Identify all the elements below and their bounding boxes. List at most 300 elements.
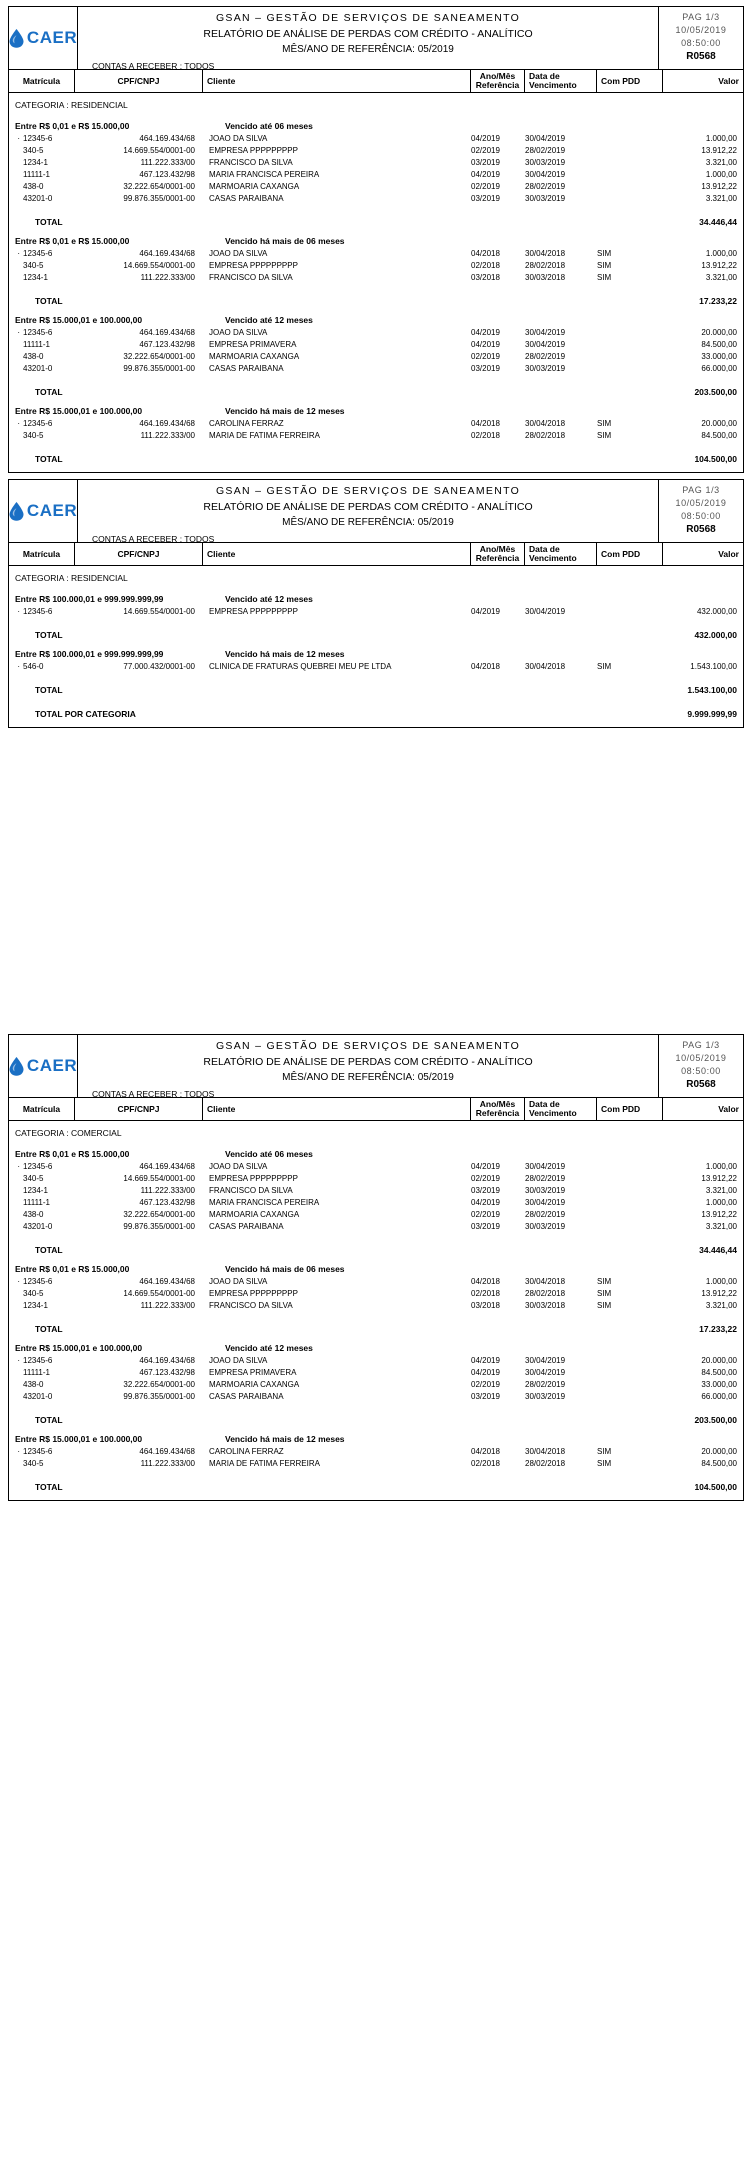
row-bullet xyxy=(9,363,23,375)
cell-vencimento: 28/02/2018 xyxy=(525,261,566,270)
cell-valor: 13.912,22 xyxy=(701,1210,737,1219)
table-row xyxy=(9,169,743,181)
cell-valor: 84.500,00 xyxy=(701,1459,737,1468)
range-label: Entre R$ 15.000,01 e 100.000,00 xyxy=(15,1434,143,1444)
cell-cliente: CLINICA DE FRATURAS QUEBREI MEU PE LTDA xyxy=(209,662,392,671)
cell-ano-mes: 02/2018 xyxy=(471,1459,500,1468)
column-header-ano-mes-line2: Referência xyxy=(475,1108,520,1118)
print-time: 08:50:00 xyxy=(681,511,721,522)
cell-cpf: 111.222.333/00 xyxy=(140,1459,195,1468)
cell-cpf: 467.123.432/98 xyxy=(139,340,195,349)
cell-matricula: 12345-6 xyxy=(23,134,53,143)
row-bullet xyxy=(9,1197,23,1209)
category-label: CATEGORIA : COMERCIAL xyxy=(15,1128,122,1138)
range-block-header xyxy=(9,640,743,661)
cell-vencimento: 30/04/2019 xyxy=(525,340,566,349)
cell-valor: 3.321,00 xyxy=(705,273,737,282)
cell-matricula: 11111-1 xyxy=(23,340,50,349)
column-header-ano-mes-line1: Ano/Mês xyxy=(479,544,516,555)
cell-com-pdd: SIM xyxy=(597,419,612,428)
row-bullet xyxy=(9,1221,23,1233)
range-block-header xyxy=(9,112,743,133)
range-block-header xyxy=(9,1334,743,1355)
cell-vencimento: 28/02/2018 xyxy=(525,1289,566,1298)
cell-ano-mes: 03/2019 xyxy=(471,364,500,373)
cell-cliente: JOAO DA SILVA xyxy=(209,1162,268,1171)
cell-cpf: 14.669.554/0001-00 xyxy=(123,1174,195,1183)
cell-ano-mes: 03/2019 xyxy=(471,158,500,167)
overdue-label: Vencido há mais de 12 meses xyxy=(225,1434,345,1444)
cell-vencimento: 30/03/2019 xyxy=(525,364,566,373)
page-number: PAG 1/3 xyxy=(682,1040,720,1050)
block-total-value: 34.446,44 xyxy=(699,217,737,227)
cell-com-pdd xyxy=(597,363,663,375)
row-bullet: · xyxy=(17,249,20,258)
row-bullet xyxy=(9,339,23,351)
block-total-label: TOTAL xyxy=(35,1245,63,1255)
block-total-label: TOTAL xyxy=(35,1482,63,1492)
cell-vencimento: 28/02/2018 xyxy=(525,431,566,440)
caer-logo xyxy=(9,501,77,521)
water-drop-icon xyxy=(9,29,24,48)
table-row xyxy=(9,1276,743,1288)
table-row xyxy=(9,1458,743,1470)
row-bullet: · xyxy=(17,1277,20,1286)
page-number: PAG 1/3 xyxy=(682,485,720,495)
cell-matricula: 43201-0 xyxy=(23,1392,53,1401)
water-drop-icon xyxy=(9,502,24,521)
cell-vencimento: 30/04/2019 xyxy=(525,1368,566,1377)
logo-cell xyxy=(9,480,78,542)
row-bullet xyxy=(9,1288,23,1300)
cell-valor: 33.000,00 xyxy=(701,352,737,361)
cell-cliente: CASAS PARAIBANA xyxy=(209,194,284,203)
cell-vencimento: 28/02/2018 xyxy=(525,1459,566,1468)
table-row xyxy=(9,1355,743,1367)
cell-cliente: EMPRESA PPPPPPPPP xyxy=(209,1174,298,1183)
cell-ano-mes: 03/2019 xyxy=(471,1222,500,1231)
block-total-row xyxy=(9,1470,743,1492)
cell-valor: 1.000,00 xyxy=(705,249,737,258)
report-page-3 xyxy=(0,1034,754,1501)
cell-ano-mes: 04/2018 xyxy=(471,419,500,428)
cell-com-pdd xyxy=(597,1221,663,1233)
cell-cliente: MARMOARIA CAXANGA xyxy=(209,352,300,361)
cell-com-pdd xyxy=(597,157,663,169)
table-row xyxy=(9,1197,743,1209)
row-bullet xyxy=(9,157,23,169)
block-total-row xyxy=(9,375,743,397)
cell-cpf: 111.222.333/00 xyxy=(140,273,195,282)
report-title: RELATÓRIO DE ANÁLISE DE PERDAS COM CRÉDITO - ANALÍTICO xyxy=(203,28,533,40)
category-label: CATEGORIA : RESIDENCIAL xyxy=(15,573,128,583)
cell-cpf: 464.169.434/68 xyxy=(139,328,195,337)
overdue-label: Vencido até 12 meses xyxy=(225,594,313,604)
cell-cliente: EMPRESA PRIMAVERA xyxy=(209,1368,297,1377)
table-row xyxy=(9,327,743,339)
overdue-label: Vencido há mais de 12 meses xyxy=(225,649,345,659)
cell-valor: 13.912,22 xyxy=(701,1289,737,1298)
cell-cliente: EMPRESA PPPPPPPPP xyxy=(209,261,298,270)
cell-matricula: 12345-6 xyxy=(23,1447,53,1456)
cell-cpf: 464.169.434/68 xyxy=(139,1162,195,1171)
cell-ano-mes: 02/2019 xyxy=(471,1210,500,1219)
accounts-filter: CONTAS A RECEBER : TODOS xyxy=(92,61,215,71)
table-column-header xyxy=(9,1098,743,1121)
column-header-vencimento xyxy=(525,543,597,565)
column-header-vencimento xyxy=(525,70,597,92)
cell-ano-mes: 03/2018 xyxy=(471,1301,500,1310)
cell-cliente: EMPRESA PPPPPPPPP xyxy=(209,1289,298,1298)
cell-ano-mes: 04/2019 xyxy=(471,1368,500,1377)
cell-com-pdd: SIM xyxy=(597,662,612,671)
column-header-vencimento-line1: Data de xyxy=(529,544,560,555)
cell-cpf: 14.669.554/0001-00 xyxy=(123,607,195,616)
cell-com-pdd xyxy=(597,351,663,363)
table-row xyxy=(9,193,743,205)
block-total-spacer xyxy=(9,1324,29,1334)
cell-cliente: EMPRESA PRIMAVERA xyxy=(209,340,297,349)
report-title-block xyxy=(78,480,658,542)
print-date: 10/05/2019 xyxy=(675,25,727,36)
table-row xyxy=(9,1161,743,1173)
row-bullet xyxy=(9,181,23,193)
report-title-block xyxy=(78,1035,658,1097)
cell-cliente: MARIA DE FATIMA FERREIRA xyxy=(209,1459,320,1468)
logo-wordmark: CAER xyxy=(26,1056,78,1075)
accounts-filter: CONTAS A RECEBER : TODOS xyxy=(92,1089,215,1099)
cell-ano-mes: 03/2019 xyxy=(471,1392,500,1401)
cell-cliente: JOAO DA SILVA xyxy=(209,249,268,258)
block-total-value: 1.543.100,00 xyxy=(687,685,737,695)
cell-vencimento: 30/04/2019 xyxy=(525,607,566,616)
row-bullet xyxy=(9,1367,23,1379)
cell-cliente: EMPRESA PPPPPPPPP xyxy=(209,146,298,155)
cell-cpf: 464.169.434/68 xyxy=(139,1277,195,1286)
block-total-spacer xyxy=(9,630,29,640)
cell-valor: 1.543.100,00 xyxy=(690,662,737,671)
column-header-matricula: Matrícula xyxy=(9,70,75,92)
cell-cliente: MARIA FRANCISCA PEREIRA xyxy=(209,170,320,179)
report-body xyxy=(9,566,743,727)
table-row xyxy=(9,1300,743,1312)
cell-valor: 66.000,00 xyxy=(701,1392,737,1401)
table-row xyxy=(9,1379,743,1391)
row-bullet xyxy=(9,193,23,205)
cell-matricula: 11111-1 xyxy=(23,1198,50,1207)
cell-cliente: FRANCISCO DA SILVA xyxy=(209,158,293,167)
cell-ano-mes: 04/2019 xyxy=(471,328,500,337)
cell-ano-mes: 04/2019 xyxy=(471,170,500,179)
row-bullet xyxy=(9,1300,23,1312)
cell-com-pdd xyxy=(597,1161,663,1173)
cell-cliente: MARIA DE FATIMA FERREIRA xyxy=(209,431,320,440)
column-header-vencimento-line2: Vencimento xyxy=(529,553,577,563)
column-header-cpf: CPF/CNPJ xyxy=(75,1098,203,1120)
cell-vencimento: 30/04/2018 xyxy=(525,662,566,671)
table-row xyxy=(9,157,743,169)
logo-wordmark: CAER xyxy=(26,28,78,47)
cell-com-pdd xyxy=(597,339,663,351)
cell-cliente: CAROLINA FERRAZ xyxy=(209,419,284,428)
block-total-value: 104.500,00 xyxy=(694,454,737,464)
cell-valor: 3.321,00 xyxy=(705,1301,737,1310)
block-total-value: 104.500,00 xyxy=(694,1482,737,1492)
report-frame xyxy=(8,1034,744,1501)
caer-logo xyxy=(9,28,77,48)
cell-valor: 33.000,00 xyxy=(701,1380,737,1389)
report-header xyxy=(9,1035,743,1098)
block-total-label: TOTAL xyxy=(35,454,63,464)
cell-cliente: JOAO DA SILVA xyxy=(209,1277,268,1286)
cell-ano-mes: 04/2018 xyxy=(471,662,500,671)
cell-valor: 20.000,00 xyxy=(701,1356,737,1365)
block-total-spacer xyxy=(9,217,29,227)
block-total-value: 432.000,00 xyxy=(694,630,737,640)
range-label: Entre R$ 0,01 e R$ 15.000,00 xyxy=(15,1149,130,1159)
cell-cpf: 32.222.654/0001-00 xyxy=(123,182,195,191)
cell-matricula: 12345-6 xyxy=(23,1277,53,1286)
cell-com-pdd: SIM xyxy=(597,273,612,282)
cell-matricula: 12345-6 xyxy=(23,328,53,337)
cell-valor: 66.000,00 xyxy=(701,364,737,373)
cell-com-pdd: SIM xyxy=(597,431,612,440)
range-label: Entre R$ 15.000,01 e 100.000,00 xyxy=(15,315,143,325)
table-row xyxy=(9,1209,743,1221)
range-label: Entre R$ 15.000,01 e 100.000,00 xyxy=(15,406,143,416)
cell-com-pdd xyxy=(597,327,663,339)
cell-cpf: 467.123.432/98 xyxy=(139,1368,195,1377)
cell-vencimento: 30/03/2018 xyxy=(525,273,566,282)
cell-matricula: 43201-0 xyxy=(23,194,53,203)
cell-ano-mes: 04/2019 xyxy=(471,1356,500,1365)
row-bullet: · xyxy=(17,419,20,428)
overdue-label: Vencido há mais de 06 meses xyxy=(225,1264,345,1274)
cell-matricula: 12345-6 xyxy=(23,607,53,616)
block-total-row xyxy=(9,618,743,640)
row-bullet: · xyxy=(17,134,20,143)
table-row xyxy=(9,1221,743,1233)
cell-com-pdd xyxy=(597,1197,663,1209)
cell-cliente: EMPRESA PPPPPPPPP xyxy=(209,607,298,616)
cell-valor: 20.000,00 xyxy=(701,1447,737,1456)
column-header-vencimento-line1: Data de xyxy=(529,1099,560,1110)
cell-matricula: 1234-1 xyxy=(23,273,48,282)
column-header-ano-mes xyxy=(471,70,525,92)
water-drop-icon xyxy=(9,1057,24,1076)
cell-ano-mes: 02/2019 xyxy=(471,1380,500,1389)
logo-cell xyxy=(9,1035,78,1097)
block-total-spacer xyxy=(9,1245,29,1255)
cell-ano-mes: 02/2019 xyxy=(471,352,500,361)
report-title: RELATÓRIO DE ANÁLISE DE PERDAS COM CRÉDITO - ANALÍTICO xyxy=(203,501,533,513)
range-block-header xyxy=(9,306,743,327)
reference-month: MÊS/ANO DE REFERÊNCIA: 05/2019 xyxy=(282,1072,454,1083)
cell-matricula: 43201-0 xyxy=(23,364,53,373)
page-gap xyxy=(0,728,754,1028)
table-row xyxy=(9,133,743,145)
row-bullet xyxy=(9,169,23,181)
cell-vencimento: 30/04/2018 xyxy=(525,419,566,428)
cell-valor: 13.912,22 xyxy=(701,261,737,270)
cell-ano-mes: 02/2018 xyxy=(471,431,500,440)
block-total-spacer xyxy=(9,454,29,464)
cell-matricula: 438-0 xyxy=(23,182,44,191)
overdue-label: Vencido até 06 meses xyxy=(225,1149,313,1159)
column-header-ano-mes xyxy=(471,1098,525,1120)
cell-matricula: 1234-1 xyxy=(23,158,48,167)
cell-cliente: MARMOARIA CAXANGA xyxy=(209,1380,300,1389)
column-header-ano-mes-line1: Ano/Mês xyxy=(479,1099,516,1110)
column-header-com-pdd: Com PDD xyxy=(597,70,663,92)
cell-valor: 84.500,00 xyxy=(701,1368,737,1377)
column-header-cliente: Cliente xyxy=(203,1098,471,1120)
cell-cpf: 111.222.333/00 xyxy=(140,431,195,440)
accounts-filter: CONTAS A RECEBER : TODOS xyxy=(92,534,215,544)
cell-com-pdd xyxy=(597,169,663,181)
cell-vencimento: 30/04/2018 xyxy=(525,1447,566,1456)
cell-com-pdd: SIM xyxy=(597,1277,612,1286)
block-total-value: 203.500,00 xyxy=(694,387,737,397)
system-title: GSAN – GESTÃO DE SERVIÇOS DE SANEAMENTO xyxy=(215,1040,521,1052)
cell-ano-mes: 04/2019 xyxy=(471,1162,500,1171)
report-header xyxy=(9,480,743,543)
cell-vencimento: 30/03/2019 xyxy=(525,1222,566,1231)
cell-valor: 432.000,00 xyxy=(696,607,737,616)
cell-ano-mes: 04/2019 xyxy=(471,1198,500,1207)
cell-vencimento: 30/04/2019 xyxy=(525,328,566,337)
table-row xyxy=(9,1367,743,1379)
cell-com-pdd xyxy=(597,145,663,157)
range-label: Entre R$ 0,01 e R$ 15.000,00 xyxy=(15,1264,130,1274)
cell-cliente: MARIA FRANCISCA PEREIRA xyxy=(209,1198,320,1207)
cell-valor: 13.912,22 xyxy=(701,1174,737,1183)
cell-com-pdd: SIM xyxy=(597,1459,612,1468)
row-bullet xyxy=(9,351,23,363)
row-bullet: · xyxy=(17,1356,20,1365)
range-block-header xyxy=(9,1425,743,1446)
block-total-label: TOTAL xyxy=(35,630,63,640)
table-row xyxy=(9,1288,743,1300)
cell-cpf: 99.876.355/0001-00 xyxy=(123,1222,195,1231)
table-row xyxy=(9,363,743,375)
block-total-label: TOTAL xyxy=(35,1324,63,1334)
row-bullet xyxy=(9,1185,23,1197)
block-total-label: TOTAL xyxy=(35,296,63,306)
block-total-value: 17.233,22 xyxy=(699,1324,737,1334)
cell-cpf: 111.222.333/00 xyxy=(140,1186,195,1195)
row-bullet xyxy=(9,1209,23,1221)
block-total-value: 203.500,00 xyxy=(694,1415,737,1425)
range-block-header xyxy=(9,227,743,248)
print-time: 08:50:00 xyxy=(681,38,721,49)
cell-ano-mes: 02/2019 xyxy=(471,146,500,155)
cell-valor: 3.321,00 xyxy=(705,194,737,203)
row-bullet xyxy=(9,430,23,442)
cell-matricula: 438-0 xyxy=(23,1210,44,1219)
cell-cliente: JOAO DA SILVA xyxy=(209,1356,268,1365)
cell-vencimento: 28/02/2019 xyxy=(525,182,566,191)
column-header-ano-mes-line2: Referência xyxy=(475,553,520,563)
cell-valor: 1.000,00 xyxy=(705,170,737,179)
category-total-value: 9.999.999,99 xyxy=(687,709,737,719)
report-title-block xyxy=(78,7,658,69)
row-bullet xyxy=(9,1391,23,1403)
report-page-2 xyxy=(0,479,754,728)
report-code: R0568 xyxy=(686,1079,716,1091)
cell-com-pdd: SIM xyxy=(597,261,612,270)
cell-ano-mes: 04/2018 xyxy=(471,249,500,258)
cell-com-pdd xyxy=(597,1209,663,1221)
table-row xyxy=(9,1391,743,1403)
cell-cpf: 464.169.434/68 xyxy=(139,419,195,428)
cell-cpf: 14.669.554/0001-00 xyxy=(123,146,195,155)
print-date: 10/05/2019 xyxy=(675,1053,727,1064)
cell-com-pdd xyxy=(597,181,663,193)
cell-cpf: 32.222.654/0001-00 xyxy=(123,352,195,361)
cell-ano-mes: 04/2019 xyxy=(471,340,500,349)
cell-vencimento: 30/04/2019 xyxy=(525,1162,566,1171)
cell-vencimento: 30/04/2019 xyxy=(525,1356,566,1365)
cell-cliente: CASAS PARAIBANA xyxy=(209,1222,284,1231)
cell-valor: 84.500,00 xyxy=(701,340,737,349)
cell-matricula: 11111-1 xyxy=(23,1368,50,1377)
cell-cpf: 464.169.434/68 xyxy=(139,1447,195,1456)
cell-valor: 20.000,00 xyxy=(701,419,737,428)
cell-matricula: 43201-0 xyxy=(23,1222,53,1231)
block-total-label: TOTAL xyxy=(35,1415,63,1425)
column-header-ano-mes-line1: Ano/Mês xyxy=(479,71,516,82)
row-bullet xyxy=(9,145,23,157)
table-row xyxy=(9,260,743,272)
cell-cliente: MARMOARIA CAXANGA xyxy=(209,182,300,191)
range-label: Entre R$ 100.000,01 e 999.999.999,99 xyxy=(15,649,164,659)
block-total-label: TOTAL xyxy=(35,685,63,695)
cell-matricula: 340-5 xyxy=(23,261,44,270)
cell-matricula: 12345-6 xyxy=(23,1162,53,1171)
range-block-header xyxy=(9,1140,743,1161)
cell-valor: 20.000,00 xyxy=(701,328,737,337)
column-header-cpf: CPF/CNPJ xyxy=(75,70,203,92)
cell-cliente: FRANCISCO DA SILVA xyxy=(209,1301,293,1310)
block-total-row xyxy=(9,1312,743,1334)
cell-com-pdd: SIM xyxy=(597,249,612,258)
row-bullet xyxy=(9,260,23,272)
overdue-label: Vencido há mais de 06 meses xyxy=(225,236,345,246)
row-bullet: · xyxy=(17,662,20,671)
table-row xyxy=(9,430,743,442)
cell-ano-mes: 02/2018 xyxy=(471,261,500,270)
cell-vencimento: 30/03/2019 xyxy=(525,158,566,167)
cell-cpf: 32.222.654/0001-00 xyxy=(123,1380,195,1389)
caer-logo xyxy=(9,1056,77,1076)
cell-vencimento: 30/04/2019 xyxy=(525,134,566,143)
cell-com-pdd: SIM xyxy=(597,1447,612,1456)
report-code: R0568 xyxy=(686,51,716,63)
cell-matricula: 438-0 xyxy=(23,1380,44,1389)
logo-wordmark: CAER xyxy=(26,501,78,520)
cell-cliente: MARMOARIA CAXANGA xyxy=(209,1210,300,1219)
cell-com-pdd: SIM xyxy=(597,1289,612,1298)
block-total-spacer xyxy=(9,387,29,397)
row-bullet xyxy=(9,1458,23,1470)
block-total-row xyxy=(9,673,743,695)
cell-cpf: 467.123.432/98 xyxy=(139,1198,195,1207)
cell-valor: 3.321,00 xyxy=(705,1186,737,1195)
category-total-label: TOTAL POR CATEGORIA xyxy=(35,709,136,719)
cell-cliente: CASAS PARAIBANA xyxy=(209,1392,284,1401)
cell-cpf: 77.000.432/0001-00 xyxy=(123,662,195,671)
